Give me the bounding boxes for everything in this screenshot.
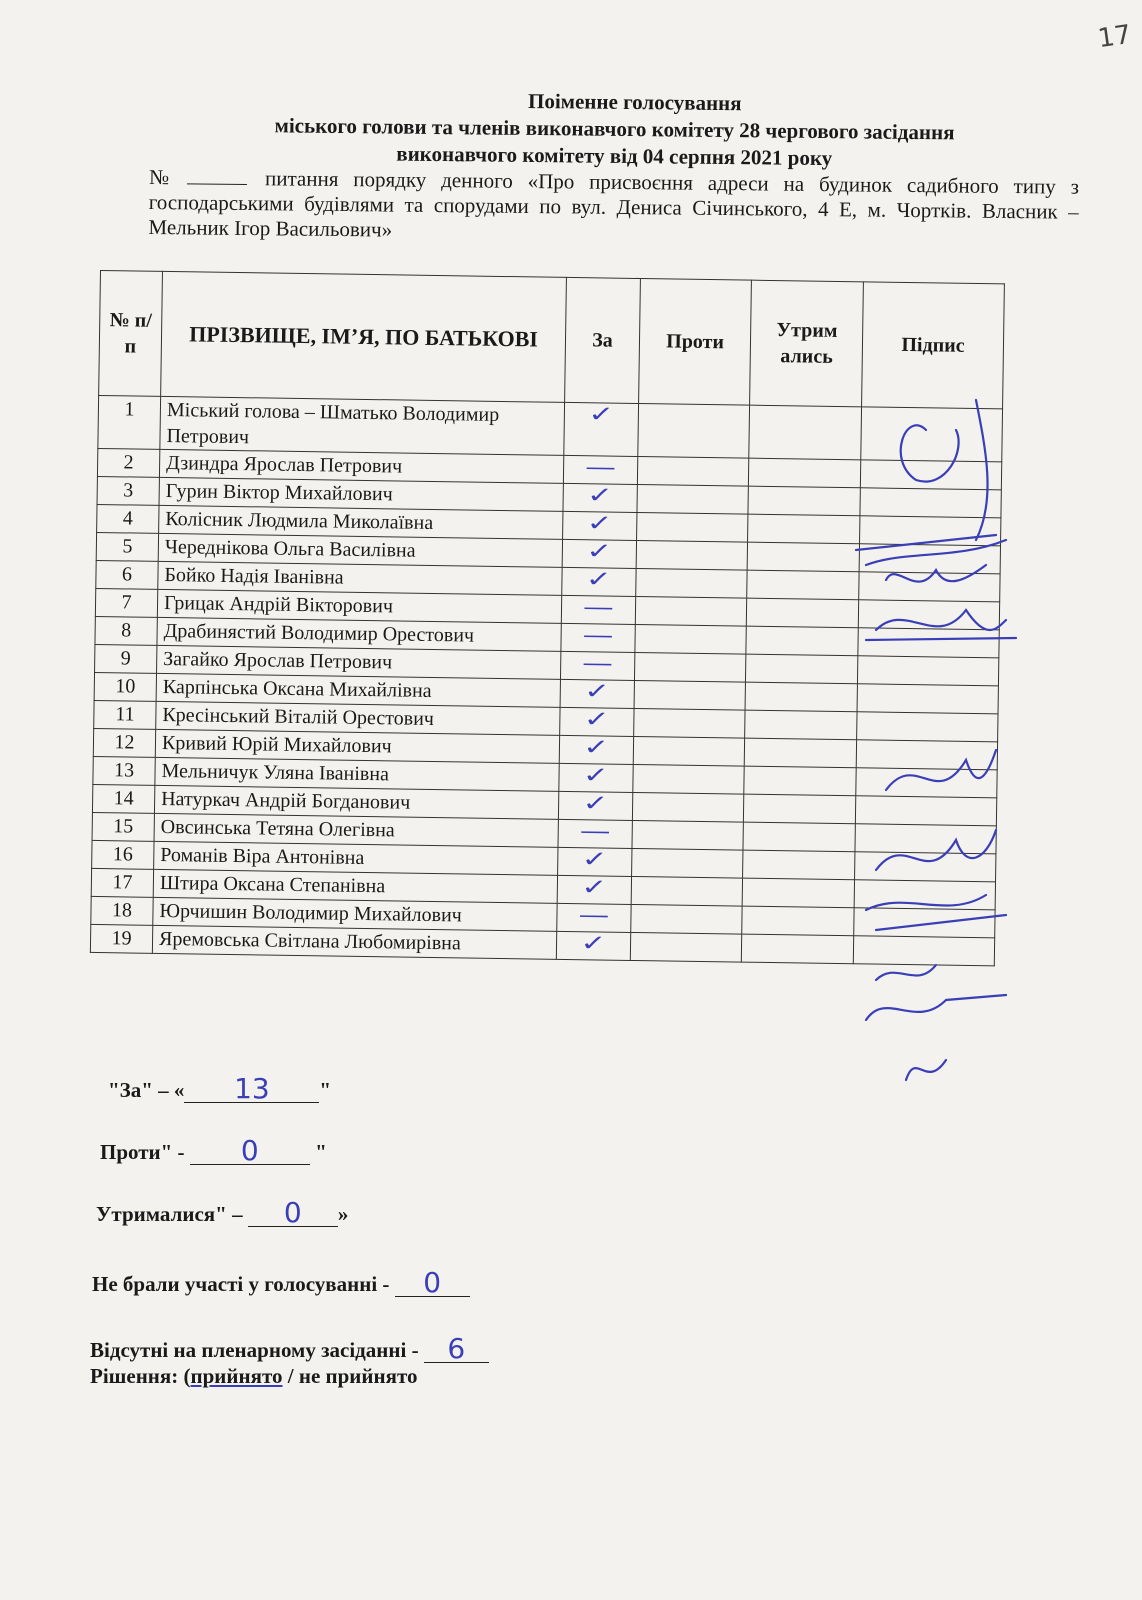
- row-vote-abstained: [748, 542, 860, 572]
- summary-against-value: 0: [190, 1138, 310, 1165]
- row-vote-abstained: [747, 598, 859, 628]
- vote-mark: ✓: [581, 875, 608, 901]
- row-signature: [860, 488, 1001, 518]
- row-number: 2: [97, 448, 159, 477]
- row-name: Яремовська Світлана Любомирівна: [152, 925, 556, 959]
- row-number: 16: [92, 840, 154, 869]
- decision-accepted: прийнято: [190, 1364, 283, 1388]
- vote-mark: —: [582, 623, 614, 649]
- summary-decision: [90, 1364, 418, 1389]
- row-number: 5: [96, 532, 158, 561]
- summary-against-end: ": [315, 1140, 327, 1164]
- summary-for-value: 13: [184, 1076, 319, 1103]
- row-vote-against: [636, 540, 748, 570]
- row-vote-abstained: [745, 710, 857, 740]
- row-number: 13: [93, 756, 155, 785]
- row-number: 6: [96, 560, 158, 589]
- row-vote-against: [633, 764, 745, 794]
- row-vote-for: [560, 679, 634, 708]
- row-vote-for: [557, 903, 631, 932]
- row-signature: [859, 544, 1000, 574]
- summary-abstained-end: »: [337, 1202, 349, 1226]
- row-number: 12: [93, 728, 155, 757]
- summary-not-participated-label: Не брали участі у голосуванні -: [92, 1272, 390, 1296]
- vote-mark: —: [582, 595, 615, 621]
- row-number: 17: [91, 868, 153, 897]
- row-vote-for: [559, 735, 633, 764]
- row-vote-against: [635, 596, 747, 626]
- row-vote-against: [634, 652, 746, 682]
- row-vote-for: [561, 623, 635, 652]
- row-vote-abstained: [742, 934, 854, 964]
- document-header: [148, 84, 1080, 250]
- row-number: 3: [97, 476, 159, 505]
- vote-mark: ✓: [581, 847, 608, 873]
- row-vote-abstained: [748, 514, 860, 544]
- vote-mark: ✓: [583, 735, 610, 761]
- summary-abstained-value: 0: [248, 1200, 338, 1227]
- vote-mark: ✓: [586, 511, 613, 537]
- row-number: 18: [91, 896, 153, 925]
- summary-absent-label: Відсутні на пленарному засіданні -: [90, 1338, 419, 1362]
- row-vote-abstained: [749, 405, 861, 460]
- row-signature: [853, 936, 994, 966]
- row-name: Овсинська Тетяна Олегівна: [154, 813, 558, 847]
- row-name: Міський голова – Шматько Володимир Петрович: [160, 396, 565, 455]
- row-vote-abstained: [748, 486, 860, 516]
- row-signature: [855, 852, 996, 882]
- row-vote-for: [559, 791, 633, 820]
- row-signature: [856, 740, 997, 770]
- row-vote-abstained: [744, 766, 856, 796]
- row-number: 7: [95, 588, 157, 617]
- row-signature: [855, 796, 996, 826]
- row-vote-for: [561, 651, 635, 680]
- row-vote-abstained: [743, 822, 855, 852]
- header-signature: Підпис: [862, 282, 1005, 409]
- summary-abstained: [96, 1196, 349, 1229]
- row-vote-against: [632, 820, 744, 850]
- row-name: Драбинястий Володимир Орестович: [157, 617, 561, 651]
- row-vote-against: [634, 680, 746, 710]
- summary-for: [108, 1072, 332, 1105]
- row-vote-abstained: [743, 878, 855, 908]
- row-name: Загайко Ярослав Петрович: [157, 645, 561, 679]
- page-number: 17: [1096, 19, 1134, 55]
- summary-abstained-label: Утрималися" –: [96, 1202, 243, 1226]
- row-signature: [859, 572, 1000, 602]
- row-signature: [860, 516, 1001, 546]
- voting-table: [90, 270, 1005, 966]
- row-name: Романів Віра Антонівна: [154, 841, 558, 875]
- row-vote-for: [559, 763, 633, 792]
- row-name: Череднікова Ольга Василівна: [158, 533, 562, 567]
- summary-not-participated: [92, 1266, 470, 1299]
- row-vote-against: [631, 848, 743, 878]
- row-signature: [856, 768, 997, 798]
- row-vote-for: [560, 707, 634, 736]
- row-signature: [854, 880, 995, 910]
- summary-for-label: "За" – «: [108, 1078, 185, 1102]
- row-number: 10: [94, 672, 156, 701]
- row-name: Грицак Андрій Вікторович: [157, 589, 561, 623]
- question-text: питання порядку денного «Про присвоєння адреси на будинок садибного типу з господарськими будівлями та спорудами по вул. Дениса Січинського, 4 Е, м. Чортків. Власник – Мельник Ігор Васильович»: [148, 166, 1080, 242]
- summary-absent: [90, 1332, 489, 1365]
- summary-not-participated-value: 0: [395, 1270, 470, 1297]
- row-vote-against: [630, 932, 742, 962]
- row-vote-against: [632, 792, 744, 822]
- row-name: Кривий Юрій Михайлович: [155, 729, 559, 763]
- vote-mark: ✓: [588, 402, 615, 428]
- row-vote-abstained: [744, 794, 856, 824]
- row-vote-against: [637, 484, 749, 514]
- row-vote-for: [563, 483, 637, 512]
- row-vote-abstained: [742, 906, 854, 936]
- row-vote-for: [556, 931, 630, 960]
- row-vote-against: [635, 624, 747, 654]
- row-signature: [854, 908, 995, 938]
- row-number: 11: [94, 700, 156, 729]
- row-name: Кресінський Віталій Орестович: [156, 701, 560, 735]
- header-abstained: Утрим ались: [750, 280, 864, 407]
- row-vote-against: [631, 904, 743, 934]
- row-signature: [858, 600, 999, 630]
- row-signature: [855, 824, 996, 854]
- vote-mark: ✓: [580, 931, 607, 957]
- row-vote-for: [562, 539, 636, 568]
- row-signature: [861, 407, 1003, 462]
- row-vote-against: [633, 708, 745, 738]
- header-name: ПРІЗВИЩЕ, ІМ’Я, ПО БАТЬКОВІ: [161, 271, 567, 402]
- agenda-question: [148, 165, 1079, 250]
- row-vote-for: [557, 875, 631, 904]
- row-signature: [858, 656, 999, 686]
- row-signature: [857, 684, 998, 714]
- row-name: Гурин Віктор Михайлович: [159, 477, 563, 511]
- decision-separator: /: [282, 1364, 299, 1388]
- table-header-row: [99, 271, 1005, 409]
- row-name: Бойко Надія Іванівна: [158, 561, 562, 595]
- row-vote-for: [563, 455, 637, 484]
- row-name: Карпінська Оксана Михайлівна: [156, 673, 560, 707]
- row-signature: [860, 460, 1001, 490]
- row-vote-against: [638, 404, 750, 459]
- row-vote-against: [636, 512, 748, 542]
- row-name: Натуркач Андрій Богданович: [154, 785, 558, 819]
- document-subtitle-line-1: міського голови та членів виконавчого комітету 28 чергового засідання: [274, 113, 955, 145]
- row-vote-abstained: [743, 850, 855, 880]
- row-vote-against: [636, 568, 748, 598]
- vote-mark: ✓: [582, 791, 609, 817]
- row-name: Колісник Людмила Миколаївна: [159, 505, 563, 539]
- row-vote-for: [558, 819, 632, 848]
- document-subtitle-line-2: виконавчого комітету від 04 серпня 2021 року: [396, 141, 833, 171]
- vote-mark: —: [584, 455, 617, 481]
- vote-mark: —: [582, 651, 614, 677]
- question-number-blank: [187, 183, 247, 185]
- row-vote-abstained: [745, 682, 857, 712]
- row-signature: [857, 712, 998, 742]
- row-number: 19: [90, 924, 152, 953]
- row-vote-for: [563, 511, 637, 540]
- row-vote-for: [561, 595, 635, 624]
- row-vote-abstained: [746, 654, 858, 684]
- row-number: 14: [92, 784, 154, 813]
- vote-mark: —: [578, 903, 610, 929]
- row-vote-for: [562, 567, 636, 596]
- row-name: Штира Оксана Степанівна: [153, 869, 557, 903]
- row-vote-abstained: [745, 738, 857, 768]
- row-number: 4: [97, 504, 159, 533]
- vote-mark: ✓: [583, 707, 610, 733]
- vote-mark: ✓: [586, 539, 613, 565]
- row-vote-for: [558, 847, 632, 876]
- row-vote-abstained: [749, 458, 861, 488]
- row-vote-abstained: [746, 626, 858, 656]
- vote-mark: ✓: [582, 763, 610, 789]
- decision-rejected: не прийнято: [298, 1364, 418, 1388]
- decision-label: Рішення: (: [90, 1364, 191, 1388]
- summary-for-end: ": [319, 1078, 332, 1102]
- header-number: № п/п: [99, 271, 163, 397]
- row-signature: [858, 628, 999, 658]
- summary-against-label: Проти" -: [100, 1140, 185, 1164]
- row-vote-against: [633, 736, 745, 766]
- row-vote-against: [631, 876, 743, 906]
- row-number: 8: [95, 616, 157, 645]
- summary-against: [100, 1134, 327, 1167]
- summary-absent-value: 6: [424, 1336, 489, 1363]
- row-vote-abstained: [747, 570, 859, 600]
- row-number: 9: [95, 644, 157, 673]
- header-against: Проти: [638, 279, 751, 406]
- question-number-sign: №: [148, 164, 170, 190]
- row-number: 1: [98, 395, 161, 449]
- header-for: За: [565, 277, 641, 403]
- row-number: 15: [92, 812, 154, 841]
- document-title: Поіменне голосування: [527, 88, 742, 116]
- row-vote-for: [564, 402, 638, 456]
- row-name: Мельничук Уляна Іванівна: [155, 757, 559, 791]
- vote-mark: ✓: [585, 567, 613, 593]
- row-name: Дзиндра Ярослав Петрович: [159, 449, 563, 483]
- vote-mark: —: [579, 819, 611, 845]
- vote-mark: ✓: [584, 679, 611, 705]
- vote-mark: ✓: [587, 483, 614, 509]
- row-name: Юрчишин Володимир Михайлович: [153, 897, 557, 931]
- voting-table-body: [90, 395, 1002, 965]
- row-vote-against: [637, 456, 749, 486]
